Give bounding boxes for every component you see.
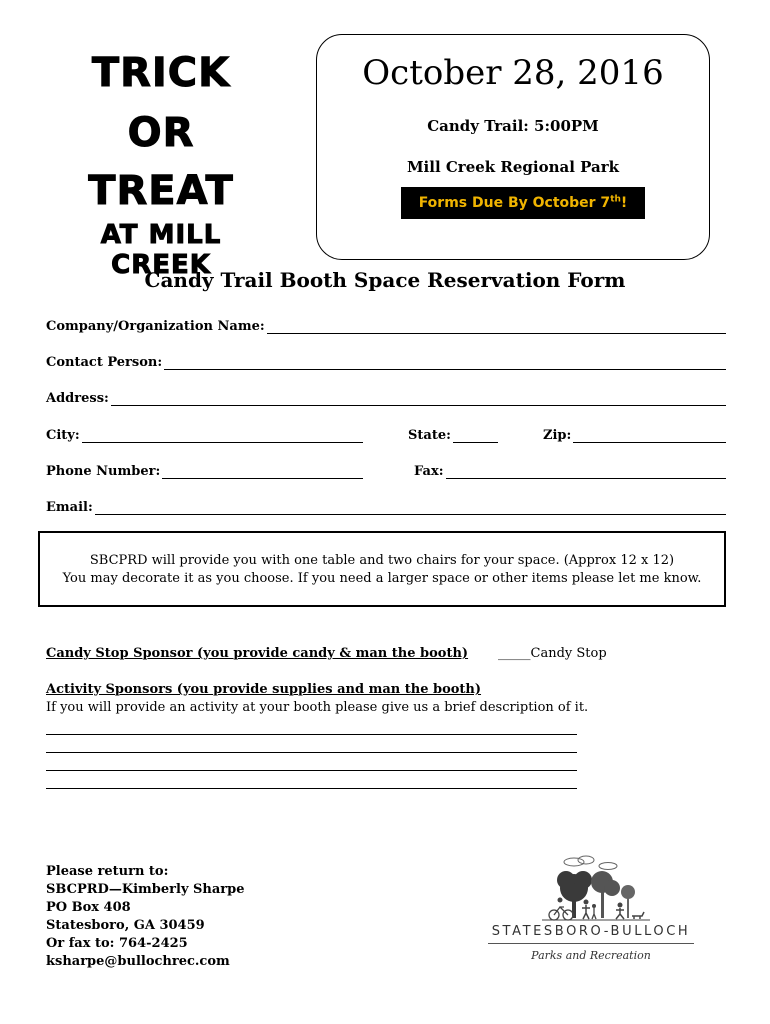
event-info-box (316, 34, 710, 260)
contact-label: Contact Person: (46, 355, 163, 370)
return-email[interactable]: ksharpe@bullochrec.com (46, 954, 230, 969)
city-row (46, 423, 363, 443)
email-row (46, 495, 726, 515)
statesboro-bulloch-logo (482, 852, 700, 970)
zip-field[interactable] (573, 429, 726, 443)
fax-row (414, 459, 726, 479)
forms-due-banner (401, 187, 645, 219)
state-row (408, 423, 498, 443)
company-label: Company/Organization Name: (46, 319, 265, 334)
event-brand-treat: TREAT (88, 168, 234, 214)
forms-due-suffix: ! (620, 195, 628, 211)
company-row (46, 314, 726, 334)
event-brand-or: OR (127, 110, 195, 156)
family-trees-icon (482, 852, 700, 924)
space-info-line-2: You may decorate it as you choose. If you need a larger space or other items please let me know. (62, 571, 702, 586)
activity-instructions: If you will provide an activity at your booth please give us a brief description of it. (46, 700, 589, 715)
return-po-box: PO Box 408 (46, 900, 131, 915)
zip-row (543, 423, 726, 443)
state-field[interactable] (453, 429, 498, 443)
activity-description-line[interactable] (46, 788, 577, 789)
return-fax: Or fax to: 764-2425 (46, 936, 188, 951)
activity-description-line[interactable] (46, 752, 577, 753)
phone-label: Phone Number: (46, 464, 161, 479)
activity-description-line[interactable] (46, 770, 577, 771)
city-field[interactable] (82, 429, 363, 443)
activity-description-line[interactable] (46, 734, 577, 735)
company-field[interactable] (267, 320, 726, 334)
logo-tagline: Parks and Recreation (531, 949, 651, 962)
city-label: City: (46, 428, 80, 443)
fax-label: Fax: (414, 464, 444, 479)
return-city: Statesboro, GA 30459 (46, 918, 205, 933)
forms-due-ordinal: th (610, 194, 621, 205)
event-brand-location: AT MILL CREEK (100, 220, 222, 280)
logo-divider (488, 943, 694, 944)
event-brand-trick: TRICK (91, 50, 231, 96)
forms-due-text: Forms Due By October 7 (418, 195, 611, 211)
event-trail-time: Candy Trail: 5:00PM (427, 117, 599, 135)
state-label: State: (408, 428, 451, 443)
space-info-line-1: SBCPRD will provide you with one table and two chairs for your space. (Approx 12 x 12) (89, 553, 675, 568)
candy-stop-option[interactable]: _____Candy Stop (498, 646, 607, 661)
contact-field[interactable] (164, 356, 726, 370)
phone-row (46, 459, 363, 479)
activity-heading: Activity Sponsors (you provide supplies and man the booth) (46, 682, 482, 697)
space-info-box (38, 531, 726, 607)
email-label: Email: (46, 500, 93, 515)
fax-field[interactable] (446, 465, 727, 479)
phone-field[interactable] (162, 465, 363, 479)
event-location: Mill Creek Regional Park (406, 158, 620, 176)
address-field[interactable] (111, 392, 726, 406)
return-heading: Please return to: (46, 864, 169, 879)
zip-label: Zip: (543, 428, 572, 443)
address-row (46, 386, 726, 406)
contact-row (46, 350, 726, 370)
event-date: October 28, 2016 (362, 53, 664, 93)
email-field[interactable] (95, 501, 726, 515)
form-title: Candy Trail Booth Space Reservation Form (144, 268, 626, 292)
address-label: Address: (46, 391, 109, 406)
candy-stop-heading: Candy Stop Sponsor (you provide candy & man the booth) (46, 646, 469, 661)
return-contact: SBCPRD—Kimberly Sharpe (46, 882, 245, 897)
logo-name: STATESBORO-BULLOCH (491, 924, 691, 939)
